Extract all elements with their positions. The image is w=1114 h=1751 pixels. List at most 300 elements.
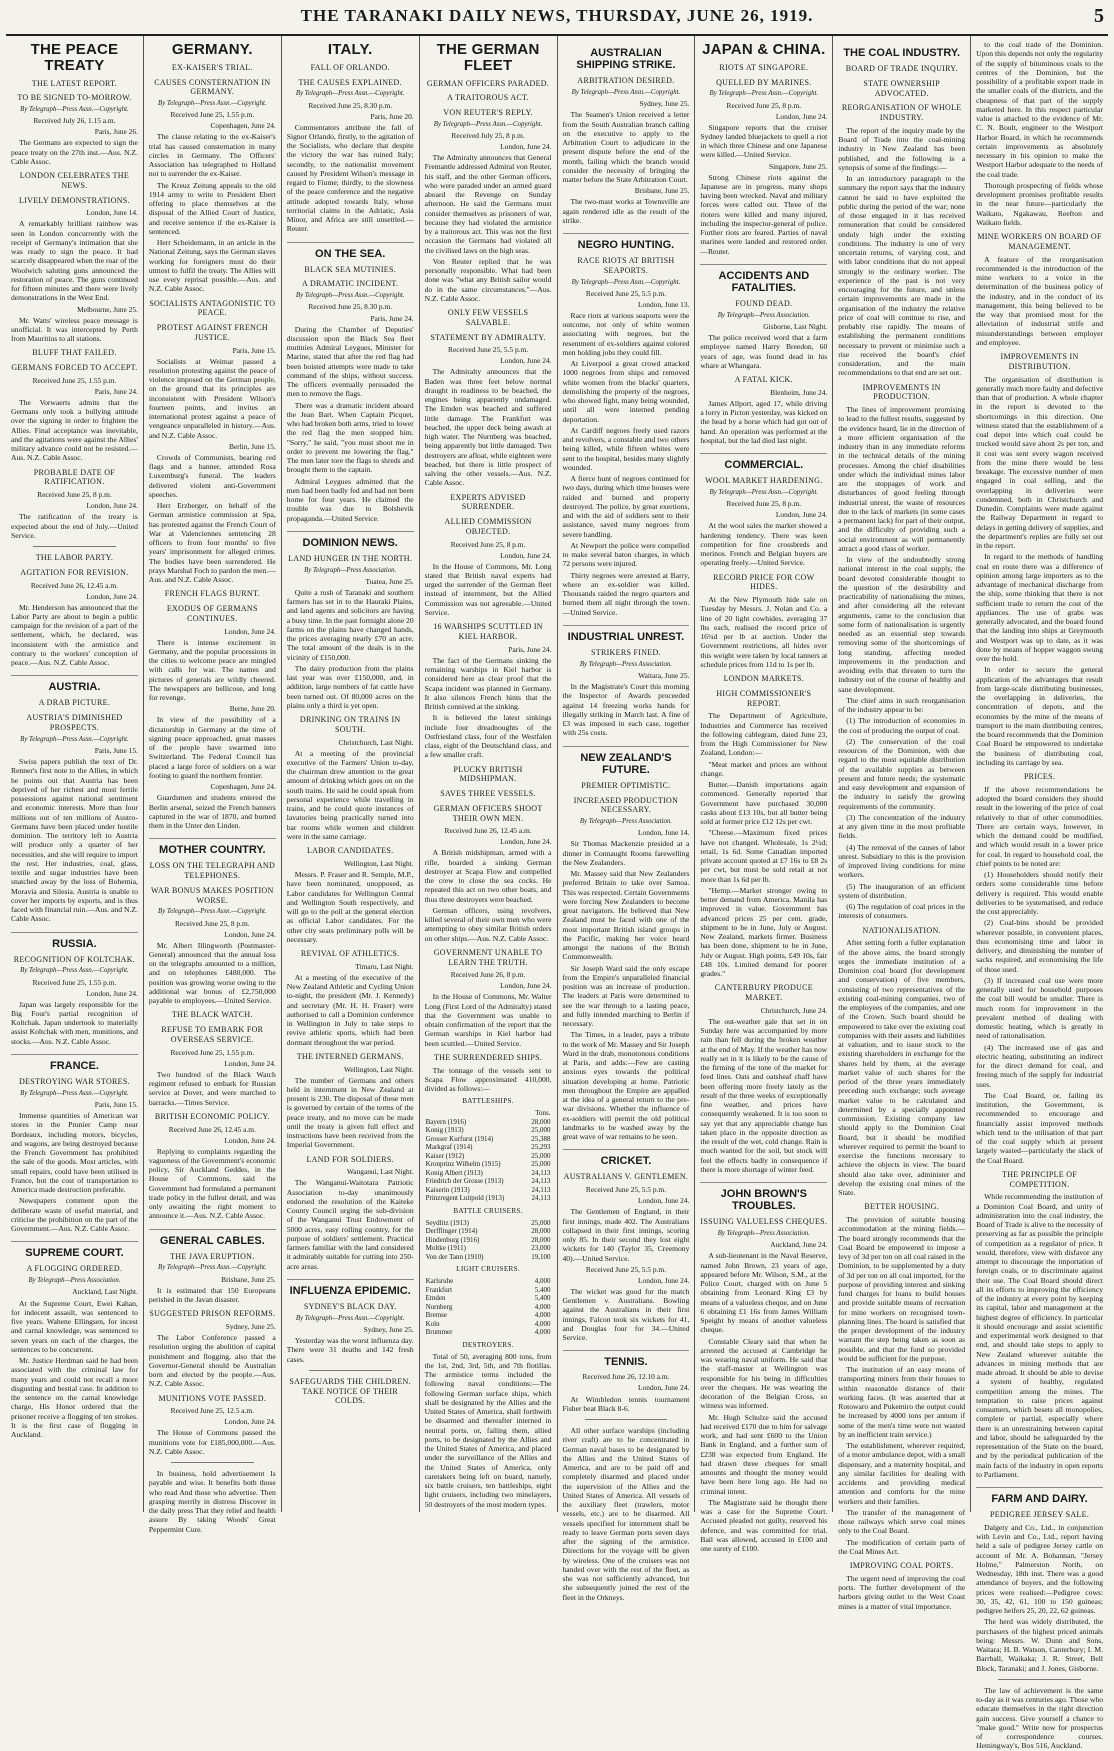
aims-list bbox=[838, 716, 965, 920]
dateline: Auckland, June 24. bbox=[770, 1240, 828, 1250]
received-line: Received June 25, 5.5 p.m. bbox=[448, 345, 529, 355]
light-cruisers-table bbox=[425, 1277, 552, 1337]
subhead: STRIKERS FINED. bbox=[591, 648, 661, 658]
article-paragraph: The wicket was good for the match Gentlemen v. Australians. Bowling against the Australians in their first innings, Falcon took six wickets for 41, and Douglas four for 34.—United Service. bbox=[562, 1286, 690, 1343]
headline-negro-hunting: NEGRO HUNTING. bbox=[563, 233, 690, 251]
subhead: SYDNEY'S BLACK DAY. bbox=[303, 1301, 397, 1311]
ship-name: Moltke (1911) bbox=[425, 1244, 466, 1253]
dateline: London, June 24. bbox=[638, 1196, 690, 1206]
dateline: Paris, June 15. bbox=[232, 345, 276, 355]
divider bbox=[171, 1462, 254, 1463]
article-paragraph: It is believed the latest sinkings include four dreadnoughts of the Ostfriesland class, four of the Westfalen class, eight of the Deutschland class, and a few smaller craft. bbox=[424, 713, 552, 760]
ship-name: Von der Tann (1910) bbox=[425, 1252, 484, 1261]
dateline: London, June 24. bbox=[500, 981, 552, 991]
subhead: INCREASED PRODUCTION NECESSARY. bbox=[573, 795, 679, 815]
credit-line: By Telegraph—Press Assn.—Copyright. bbox=[20, 1089, 129, 1097]
headline-tennis: TENNIS. bbox=[563, 1350, 690, 1368]
credit-line: By Telegraph—Press Assn.—Copyright. bbox=[158, 1264, 267, 1272]
article-paragraph: The Coal Board, or, failing its institution, the Government, is recommended to encourage and financially assist improved methods which tend to the utilisation of that part of the coal supply which at present largely wasted—particularly the slack of the Coal Board. bbox=[976, 1090, 1103, 1165]
dateline: Paris, June 15. bbox=[94, 745, 138, 755]
article-paragraph: Butter.—Danish importations again commenced. Generally reported that Government have purchased 30,000 casks about £13 10s, but all butter being sold at former price £12 12s per cwt. bbox=[700, 780, 828, 827]
dateline: Paris, June 24. bbox=[94, 386, 138, 396]
ship-tonnage: 25,000 bbox=[531, 1151, 551, 1160]
article-paragraph: In the Magistrate's Court this morning the Inspector of Awards proceeded against 14 freezing works hands for illegally striking in March last. A fine of £3 was imposed in each case, together with 25s costs. bbox=[562, 682, 690, 738]
article-paragraph: There was a dramatic incident aboard the Jean Bart. When Captain Picquet, who had broken both arms, tried to lower the red flag the men stopped him. "Sorry," he said, "you must shoot me in order to prevent me lowering the flag." The men later tore the flags to shreds and brought them to the captain. bbox=[286, 400, 414, 475]
subhead: A FLOGGING ORDERED. bbox=[26, 1264, 123, 1274]
table-section-heading: DESTROYERS. bbox=[462, 1340, 514, 1349]
headline-supreme-court: SUPREME COURT. bbox=[11, 1241, 138, 1259]
dateline: Singapore, June 25. bbox=[768, 161, 828, 171]
subhead: SAFEGUARDS THE CHILDREN. TAKE NOTICE OF THEIR COLDS. bbox=[289, 1376, 411, 1406]
article-paragraph: Two hundred of the Black Watch regiment refused to embark for Russian service at Dover, and were marched to barracks.—Times Service. bbox=[148, 1069, 276, 1107]
dateline: London, June 24. bbox=[86, 988, 138, 998]
dateline: Brisbane, June 25. bbox=[634, 186, 690, 196]
article-paragraph: There is intense excitement in Germany, and the popular processions in the cities to welcome peace are mingled with calls for war. The names and pictures of generals are wildly cheered. The newspapers are bellicose, and long for revenge. bbox=[148, 637, 276, 703]
subhead: BLUFF THAT FAILED. bbox=[32, 348, 117, 358]
article-paragraph: Immense quantities of American war stores in the Prunier Camp near Bordeaux, including motors, bicycles, and wagons, are being destroyed because the French Government has prohibited the sale of the goods. Most articles, with small repairs, could have been utilised in France, but the cost of transportation to America made destruction preferable. bbox=[11, 1111, 138, 1195]
ship-row bbox=[425, 1311, 552, 1320]
table-section-heading: BATTLE CRUISERS. bbox=[453, 1207, 523, 1215]
article-paragraph: It is estimated that 150 Europeans perished in the Javan disaster. bbox=[148, 1285, 276, 1304]
credit-line: By Telegraph—Press Assn.—Copyright. bbox=[709, 489, 819, 496]
headline-german-fleet: THE GERMAN FLEET bbox=[436, 41, 540, 74]
ship-name: Seydlitz (1913) bbox=[425, 1218, 469, 1227]
subhead: THE SURRENDERED SHIPS. bbox=[433, 1052, 543, 1062]
article-paragraph: The ratification of the treaty is expected about the end of July.—United Service. bbox=[11, 512, 138, 540]
credit-line: By Telegraph—Press Assn.—Copyright. bbox=[158, 908, 267, 916]
subhead: HIGH COMMISSIONER'S REPORT. bbox=[716, 688, 812, 708]
ship-row bbox=[425, 1177, 552, 1186]
credit-line: By Telegraph—Press Assn.—Copyright. bbox=[571, 278, 681, 286]
ship-name: Karlsruhe bbox=[425, 1277, 454, 1286]
article-paragraph: The clause relating to the ex-Kaiser's trial has caused consternation in many circles in Germany. The Officers' Association has telegraphed to Holland not to surrender the ex-Kaiser. bbox=[148, 132, 276, 179]
aim-item: (6) The regulation of coal prices in the interests of consumers. bbox=[838, 902, 966, 921]
article-paragraph: At the New Plymouth hide sale on Tuesday by Messrs. J. Nolan and Co. a line of 20 light cowhides, averaging 37 lbs each, realised the record price of 16¼d per lb at auction. Under the Government restrictions, all hides over this weight were taken by local tanners at schedule prices from 11d to 1s per lb. bbox=[700, 595, 828, 669]
credit-line: By Telegraph—Press Assn.—Copyright. bbox=[20, 967, 129, 975]
dateline: London, June 24. bbox=[224, 1135, 276, 1145]
dateline: Sydney, June 25. bbox=[225, 1321, 276, 1331]
received-line: Received June 25, 1.55 p.m. bbox=[32, 977, 117, 987]
ship-tonnage: 25,000 bbox=[531, 1126, 551, 1135]
article-paragraph: The modification of certain parts of the Coal Mines Act. bbox=[838, 1537, 966, 1556]
credit-line: By Telegraph—Press Assn.—Copyright. bbox=[295, 90, 405, 98]
ship-tonnage: 24,113 bbox=[531, 1168, 551, 1177]
article-paragraph: The tonnage of the vessels sent to Scapa Flow approximated 410,000, divided as follows:— bbox=[424, 1065, 552, 1094]
subhead: BRITISH ECONOMIC POLICY. bbox=[154, 1111, 270, 1121]
dateline: London, June 24. bbox=[224, 1417, 276, 1427]
subhead: 16 WARSHIPS SCUTTLED IN KIEL HARBOR. bbox=[433, 622, 543, 641]
ship-tonnage: 25,388 bbox=[531, 1134, 551, 1143]
subhead: A DRAB PICTURE. bbox=[38, 698, 111, 708]
subhead: CANTERBURY PRODUCE MARKET. bbox=[714, 983, 813, 1003]
divider bbox=[309, 1370, 392, 1371]
received-line: Received June 25, 1.55 p.m. bbox=[170, 1047, 255, 1057]
dateline: Berlin, June 15. bbox=[228, 441, 276, 451]
dateline: Wanganui, Last Night. bbox=[346, 1167, 414, 1177]
subhead: SOCIALISTS ANTAGONISTIC TO PEACE. bbox=[149, 298, 276, 318]
ship-row bbox=[425, 1143, 552, 1152]
headline-dominion-news: DOMINION NEWS. bbox=[287, 531, 414, 549]
subhead: MINE WORKERS ON BOARD OF MANAGEMENT. bbox=[977, 232, 1102, 251]
article-paragraph: to the coal trade of the Dominion. Upon this depends not only the regularity of the supply of bituminous coals to the centres of the Dominion, but the possibility of a profitable export trade in the smaller coals of the districts, and the cheapness of that part of the supply marketed here. In this respect particular value is attached to the evidence of Mr. C. N. Boult, engineer to the Westport Harbor Board, in which he recommends certain improvements as absolutely necessary in his opinion to make the Westport Harbor adequate to the needs of the coal trade. bbox=[976, 40, 1103, 179]
article-paragraph: The institution of an easy means of transporting miners from their houses to within reasonable distance of their working faces. (It was asserted that at Rotowaro and Pukemiro the output could be increased by 4000 tons per annum if some of the men's time were not wasted by an inefficient train service.) bbox=[838, 1365, 966, 1439]
credit-line: By Telegraph—Press Association. bbox=[579, 818, 672, 826]
article-paragraph: Strong Chinese riots against the Japanese are in progress, many shops having been wrecked. Naval and military forces were called out. Three of the rioters were killed and many injured, including the inspector-general of police. Further riots are feared. Parties of naval marines were landed and restored order.—Reuter. bbox=[700, 172, 828, 256]
column-2 bbox=[144, 36, 282, 1534]
article-paragraph: The Germans are expected to sign the peace treaty on the 27th inst.—Aus. N.Z. Cable Assoc. bbox=[11, 138, 138, 166]
received-line: Received June 25, 5.5 p.m. bbox=[585, 1264, 666, 1274]
article-paragraph: In view of the possibility of a dictatorship in Germany at the time of signing peace approached, great masses of the people have swarmed into Switzerland. The Federal Council has placed a large force of soldiers on a war footing to guard the northern frontier. bbox=[148, 715, 276, 780]
headline-industrial-unrest: INDUSTRIAL UNREST. bbox=[563, 625, 690, 643]
article-paragraph: The Admiralty announces that General Fremantle addressed Admiral von Reuter, his staff, and the other German officers, who were paraded under an armed guard aboard the Revenge on Sunday afternoon. He said the Germans must consider themselves as prisoners of war, because they had violated the armistice by a traitorous act. This was not the first occasion the Germans had violated all the civilised laws on the high seas. bbox=[424, 153, 552, 255]
headline-influenza: INFLUENZA EPIDEMIC. bbox=[287, 1279, 414, 1297]
article-paragraph: (4) The increased use of gas and electric heating, substituting an indirect for the direct demand for coal, and freeing much of the supply for industrial uses. bbox=[976, 1042, 1103, 1089]
article-paragraph: At a meeting of the executive of the New Zealand Athletic and Cycling Union to-night, the president (Mr. J. Kennedy) and secretary (Mr. H. H. Fraser) were authorised to call a Dominion conference in Wellington in July to take steps to revive athletic sports, which had been dormant throughout the war period. bbox=[286, 972, 414, 1047]
article-paragraph: The Times, in a leader, pays a tribute to the work of Mr. Massey and Sir Joseph Ward in the drab, monotonous conditions at Paris, and adds:—Few are casting anxious eyes towards the political situation developing at home. Patriotic men throughout the Empire are appalled at the idea of a general return to the pre-war divisions. Whether the influence of ex-soldiers will permit the old political landmarks to be washed away by the great wave of war remains to be seen. bbox=[562, 1030, 690, 1142]
article-paragraph: At the wool sales the market showed a hardening tendency. There was keen competition for fine crossbreds and merinos. French and Belgian buyers are operating freely.—United Service. bbox=[700, 521, 828, 568]
advertisement-paragraph: The law of achievement is the same to-day as it was centuries ago. Those who educate themselves in the right direction gain success. Give yourself a chance to "make good." Write now for prospectus of correspondence courses. Hemingway's, Box 516, Auckland. bbox=[976, 1685, 1103, 1751]
ship-tonnage: 4,000 bbox=[534, 1277, 551, 1286]
dateline: London, June 24. bbox=[638, 1275, 690, 1285]
headline-accidents: ACCIDENTS AND FATALITIES. bbox=[700, 264, 827, 294]
article-paragraph: Swiss papers publish the text of Dr. Renner's first note to the Allies, in which he points out that Austria has been deprived of her richest and most fertile possessions against national sentiment and economic interests. More than four millions out of ten millions of Austro-Germans have been placed under hostile dominion. The territory left to Austria will produce only a quarter of her necessities, and she will require to import the rest. Her industries, coal, glass, textile and sugar industries have been snatched away by the loss of Bohemia, Moravia and Silesia. Austria is unable to cover her imports by exports, and is thus faced with financial ruin.—Aus. and N.Z. Cable Assoc. bbox=[11, 757, 138, 924]
article-paragraph: Singapore reports that the cruiser Sydney landed bluejackets to quell a riot in which three Chinese and one Japanese were killed.—United Service. bbox=[700, 122, 828, 160]
ship-name: Hindenburg (1916) bbox=[425, 1235, 480, 1244]
dateline: Christchurch, June 24. bbox=[760, 1005, 828, 1015]
newspaper-title: THE TARANAKI DAILY NEWS, THURSDAY, JUNE 26, 1919. bbox=[300, 6, 814, 25]
subhead: LAND HUNGER IN THE NORTH. bbox=[288, 553, 413, 563]
ship-tonnage: 25,293 bbox=[531, 1143, 551, 1152]
article-paragraph: The herd was widely distributed, the purchasers of the highest priced animals being: Messrs. W. Dunn and Sons, Waitara; H. B. Watson, Canterbury; I. M. Barrball, Waikaka; J. R. Street, Bell Block, Taranaki; and J. Jones, Gisborne. bbox=[976, 1617, 1103, 1673]
article-paragraph: Von Reuter replied that he was personally responsible. What had been done was "what any British sailor would do in the same circumstances."—Aus. N.Z. Cable Assoc. bbox=[424, 256, 552, 303]
subhead: WAR BONUS MAKES POSITION WORSE. bbox=[151, 885, 274, 905]
headline-john-brown: JOHN BROWN'S TROUBLES. bbox=[700, 1182, 827, 1212]
article-paragraph: The urgent need of improving the coal ports. The further development of the harbors giving outlet to the West Coast mines is a matter of vital importance. bbox=[838, 1573, 966, 1611]
headline-austria: AUSTRIA. bbox=[11, 675, 138, 693]
ship-tonnage: 28,000 bbox=[531, 1235, 551, 1244]
credit-line: By Telegraph—Press Assn.—Copyright. bbox=[295, 292, 405, 300]
article-paragraph: At Cardiff negroes freely used razors and revolvers, a constable and two others being killed, while fifteen whites were sent to the hospital, besides many slightly wounded. bbox=[562, 425, 690, 472]
ship-tonnage: 28,000 bbox=[531, 1227, 551, 1236]
ship-row bbox=[425, 1277, 552, 1286]
received-line: Received June 25, 8 p.m. bbox=[450, 539, 526, 549]
ship-name: Konig Albert (1913) bbox=[425, 1168, 483, 1177]
column-3 bbox=[282, 36, 420, 1512]
article-paragraph: The Wanganui-Waitotara Patriotic Association to-day unanimously endorsed the resolution of the Kaiteke County Council urging the sub-division of the Wanganui Trust Endowment of 5000 acres, easy rolling country, for the purpose of soldiers' settlement. Practical farmers familiar with the land considered it admirably suitable for cutting into 250-acre areas. bbox=[286, 1178, 414, 1271]
dateline: Wellington, Last Night. bbox=[344, 858, 414, 868]
ship-name: Konig (1913) bbox=[425, 1126, 464, 1135]
subhead: MUNITIONS VOTE PASSED. bbox=[158, 1393, 267, 1403]
subhead: STATE OWNERSHIP ADVOCATED. bbox=[863, 78, 940, 98]
received-line: Received June 26, 12.45 a.m. bbox=[30, 580, 118, 590]
headline-coal-industry: THE COAL INDUSTRY. bbox=[843, 47, 961, 59]
article-paragraph: The Seamen's Union received a letter from the South Australian branch calling on the executive to apply to the Arbitration Court to adjudicate in the present dispute before the end of the month, failing which the branch would consider the necessity of bringing the matter before the State Arbitration Court. bbox=[562, 110, 690, 184]
table-section-heading: BATTLESHIPS. bbox=[462, 1097, 514, 1106]
credit-line: By Telegraph—Press Association. bbox=[717, 311, 810, 319]
headline-farm-dairy: FARM AND DAIRY. bbox=[976, 1487, 1103, 1505]
dateline: Wellington, Last Night. bbox=[344, 1064, 414, 1074]
subhead: PROBABLE DATE OF RATIFICATION. bbox=[33, 467, 116, 487]
subhead: THE LATEST REPORT. bbox=[31, 78, 118, 88]
article-paragraph: The number of Germans and others held in internment in New Zealand at present is 230. The disposal of these men is governed by certain of the terms of the peace treaty, and no move can be made until the treaty is given full effect and instructions have been received from the Imperial Government. bbox=[286, 1075, 414, 1150]
tons-header: Tons. bbox=[535, 1109, 551, 1118]
headline-general-cables: GENERAL CABLES. bbox=[149, 1229, 276, 1247]
article-paragraph: At the Supreme Court, Ewei Kahan, for indecent assault, was sentenced to five years. Wahene Ellingsen, for incest and carnal knowledge, was sentenced to seven years on each of the charges, the sentences to be concurrent. bbox=[11, 1298, 138, 1354]
dateline: London, June 24. bbox=[775, 111, 828, 121]
table-section-heading: LIGHT CRUISERS. bbox=[456, 1265, 520, 1274]
article-paragraph: Total of 50, averaging 800 tons, from the 1st, 2nd, 3rd, 5th, and 7th flotillas. The armistice terms included the following naval conditions:—The following German surface ships, which shall be designated by the Allies and the United States of America, shall forthwith be disarmed and thereafter interned in neutral ports, or, failing them, allied ports, to be designated by the Allies and the United States of America, and placed under the surveillance of the Allies and the United States of America, only caretakers being left on board, namely, six battle cruisers, ten battleships, eight light cruisers, including two minelayers, 50 destroyers of the most modern types. bbox=[424, 1351, 552, 1509]
article-paragraph: The establishment, wherever required, of a motor ambulance depot, with a small dispensary, and a maternity hospital, and any similar facilities for dealing with accidents and providing medical attention and comforts for the mine workers and their families. bbox=[838, 1441, 966, 1506]
article-paragraph: In view of the undoubtedly strong national interest in the coal supply, the board devoted considerable thought to the question of the desirability and practicability of nationalising the mines, and after considering all the relevant arguments, came to the conclusion that some form of nationalisation is urgently needed as an essential step towards removing some of the shortcomings of long standing, affecting needed improvements in the production and avoiding evils that threaten to turn the industry out of the course of healthy and sane development. bbox=[838, 555, 966, 694]
ship-row bbox=[425, 1236, 552, 1245]
ship-row bbox=[425, 1194, 552, 1203]
received-line: Received June 26, 12.10 a.m. bbox=[582, 1372, 670, 1382]
received-line: Received June 25, 8 p.m. bbox=[37, 490, 112, 500]
ship-name: Prinzregent Luitpold (1913) bbox=[425, 1194, 505, 1203]
subhead: RECORD PRICE FOR COW HIDES. bbox=[713, 572, 815, 592]
received-line: Received June 25, 8 p.m. bbox=[726, 100, 802, 110]
received-line: Received June 25, 8 p.m. bbox=[726, 499, 802, 509]
column-8 bbox=[971, 36, 1108, 1751]
subhead: AUSTRALIANS V. GENTLEMEN. bbox=[563, 1172, 689, 1182]
ship-tonnage: 23,000 bbox=[531, 1244, 551, 1253]
ship-name: Derfflinger (1914) bbox=[425, 1227, 478, 1236]
ship-name: Koln bbox=[425, 1319, 440, 1328]
article-paragraph: Thirty negroes were arrested at Barry, where an ex-soldier was killed. Thousands raided the negro quarters and burned them all night through the town.—United Service. bbox=[562, 570, 690, 617]
headline-japan-china: JAPAN & CHINA. bbox=[702, 41, 826, 58]
ship-name: Nurnberg bbox=[425, 1302, 453, 1311]
subhead: GERMANS FORCED TO ACCEPT. bbox=[11, 363, 138, 373]
ship-tonnage: 25,000 bbox=[531, 1160, 551, 1169]
credit-line: By Telegraph—Press Assn.—Copyright. bbox=[433, 120, 543, 128]
headline-cricket: CRICKET. bbox=[563, 1149, 690, 1167]
subhead: FOUND DEAD. bbox=[735, 299, 793, 309]
ship-name: Kaiserin (1913) bbox=[425, 1185, 470, 1194]
subhead: GERMAN OFFICERS SHOOT THEIR OWN MEN. bbox=[433, 803, 543, 823]
article-paragraph: The Magistrate said he thought there was a case for the Supreme Court. Accused pleaded not guilty, reserved his defence, and was committed for trial. Bail was allowed, accused in £100 and one surety of £100. bbox=[700, 1497, 828, 1554]
ship-name: Bremse bbox=[425, 1311, 448, 1320]
received-line: Received July 26, 1.15 a.m. bbox=[33, 116, 116, 126]
article-paragraph: The Kreuz Zeitung appeals to the old 1914 army to write to President Ebert offering to place themselves at the disposal of the Allied Court of Justice, and receive sentence if the ex-Kaiser is sentenced. bbox=[148, 180, 276, 236]
ship-name: Frankfurt bbox=[425, 1285, 453, 1294]
dateline: Gisborne, Last Night. bbox=[763, 322, 828, 332]
aim-item: (1) The introduction of economies in the cost of producing the output of coal. bbox=[838, 716, 966, 735]
article-paragraph: At Newport the police were compelled to make several baton charges, in which 72 persons were injured. bbox=[562, 540, 690, 569]
article-paragraph: The Vorwaerts admits that the Germans only took a bullying attitude over the signing in order to frighten the Allies. Final acceptance was inevitable, and the agitations were against the Allies' military advance could not be resisted.—Aus. N.Z. Cable Assoc. bbox=[11, 397, 138, 463]
received-line: Received June 25, 8.30 p.m. bbox=[308, 100, 393, 110]
article-paragraph: Crowds of Communists, bearing red flags and a banner, attended Rosa Luxemburg's funeral. The leaders delivered violent anti-Government speeches. bbox=[148, 452, 276, 499]
subhead: IMPROVEMENTS IN PRODUCTION. bbox=[862, 382, 941, 402]
subhead: LONDON CELEBRATES THE NEWS. bbox=[19, 171, 130, 190]
article-paragraph: The two-mast works at Townsville are again rendered idle as the result of the strike. bbox=[562, 197, 690, 225]
credit-line: By Telegraph—Press Association. bbox=[28, 1277, 121, 1285]
article-paragraph: Commentators attribute the fall of Signor Orlando, firstly, to the agitation of the Socialists, who declare that despite the victory the war has ruined Italy; secondly, to the nationalist movement caused by President Wilson's message in regard to Fiume; thirdly, to the slowness of the peace conference and the negative attitude adopted towards Italy, whose territorial claims in the Adriatic, Asia Minor, and Africa are still unsettled.—Reuter. bbox=[286, 122, 414, 234]
subhead: A FATAL KICK. bbox=[734, 375, 793, 385]
received-line: Received June 25, 5.5 p.m. bbox=[585, 288, 666, 298]
subhead: NATIONALISATION. bbox=[862, 925, 941, 935]
column-6 bbox=[695, 36, 833, 1554]
article-paragraph: Constable Cleary said that when he arrested the accused at Cambridge he was wearing naval uniform. He said that the staff-master at Wellington was responsible for his being in difficulties over the cheques. He was wearing the decoration of the Belgian Cross, so witness was informed. bbox=[700, 1336, 828, 1411]
page-number: 5 bbox=[1094, 5, 1104, 27]
dateline: London, June 24. bbox=[500, 142, 552, 152]
subhead: THE PRINCIPLE OF COMPETITION. bbox=[1002, 1169, 1078, 1189]
article-paragraph: The lines of improvement promising to lead to the fullest results, suggested by the evidence heard, lie in the direction of a more efficient organisation of the industry than in any immediate reforms in the technical details of the mining processes. Among the chief disabilities under which the individual mines labor are the stoppages of work and disturbances of good feeling through industrial unrest, the waste of resources due to the lack of markets (in some cases a permanent lack) for part of their output, and the difficulty of providing such a social environment as will permanently attract a good class of worker. bbox=[838, 405, 966, 553]
article-paragraph: The transfer of the management of those railways which serve coal mines only to the Coal Board. bbox=[838, 1507, 966, 1536]
subhead: PROTEST AGAINST FRENCH JUSTICE. bbox=[156, 323, 268, 342]
subhead: RIOTS AT SINGAPORE. bbox=[719, 62, 809, 72]
article-paragraph: "Meat market and prices are without change. bbox=[700, 759, 828, 778]
article-paragraph: The report of the inquiry made by the Board of Trade into the coal-mining industry in New Zealand has been published, and the following is a synopsis of some of the findings:— bbox=[838, 125, 966, 172]
ship-name: Friedrich der Grosse (1913) bbox=[425, 1177, 504, 1186]
article-paragraph: Herr Erzberger, on behalf of the German armistice commission at Spa, has protested against the French Court of War at Valenciennes sentencing 28 officers to from four months' to five years' imprisonment for alleged crimes. The bodies have been surrendered. He prays Marshal Foch to pardon the men.—Aus. and N.Z. Cable Assoc. bbox=[148, 501, 276, 585]
ship-tonnage: 24,113 bbox=[531, 1185, 551, 1194]
article-paragraph: The House of Commons passed the munitions vote for £185,000,000.—Aus. N.Z. Cable Assoc. bbox=[148, 1428, 276, 1456]
ship-name: Kronprinz Wilhelm (1915) bbox=[425, 1160, 501, 1169]
article-paragraph: Socialists at Weimar passed a resolution protesting against the peace of violence imposed on the German people, on the ground that its principles are inconsistent with President Wilson's fourteen points, and invites an international protest against a peace of vengeance unparalleled in history.—Aus. and N.Z. Cable Assoc. bbox=[148, 356, 276, 440]
ship-row bbox=[425, 1160, 552, 1169]
article-paragraph: If the above recommendations be adopted the board considers they should result in the lowering of the price of coal relatively to that of other commodities. There are certain ways, however, in which the demand could be modified, and which would result in a lower price for coal. In regard to household coal, the chief points to be noted are: bbox=[976, 784, 1103, 868]
subhead: PRICES. bbox=[1023, 772, 1056, 781]
article-paragraph: Race riots at various seaports were the outcome, not only of white women associating with negroes, but the resentment of ex-soldiers against colored men holding jobs they could fill. bbox=[562, 310, 690, 357]
dateline: London, June 24. bbox=[224, 929, 276, 939]
dateline: Copenhagen, June 24. bbox=[210, 121, 276, 131]
dateline: London, June 14. bbox=[638, 828, 690, 838]
received-line: Received June 26, 12.45 a.m. bbox=[444, 826, 532, 836]
subhead: ARBITRATION DESIRED. bbox=[577, 76, 675, 86]
article-paragraph: The Gentlemen of England, in their first innings, made 402. The Australians collapsed in their first innings, scoring only 85. In their second they lost eight wickets for 140 (Taylor 35, Creemony 40).—United Service. bbox=[562, 1207, 690, 1263]
article-paragraph: A fierce hunt of negroes continued for two days, during which time houses were raided and burned and property destroyed. The police, by great exertions, and with the aid of soldiers sent to their assistance, saved many negroes from severe handling. bbox=[562, 474, 690, 539]
subhead: IMPROVEMENTS IN DISTRIBUTION. bbox=[1000, 352, 1079, 371]
subhead: FALL OF ORLANDO. bbox=[310, 62, 390, 72]
headline-shipping-strike: AUSTRALIAN SHIPPING STRIKE. bbox=[576, 47, 676, 72]
subhead: ISSUING VALUELESS CHEQUES. bbox=[700, 1217, 828, 1227]
dateline: London, June 24. bbox=[638, 1383, 690, 1393]
article-paragraph: In the House of Commons, Mr. Long stated that British naval experts had urged the surrender of the German fleet instead of internment, but the Allied Commission was not agreeable.—United Service. bbox=[424, 561, 552, 617]
subhead: VON REUTER'S REPLY. bbox=[443, 108, 533, 117]
article-paragraph: In the House of Commons, Mr. Walter Long (First Lord of the Admiralty) stated that the Government was unable to obtain confirmation of the report that the German warships in Kiel harbor had been scuttled.—United Service. bbox=[424, 992, 552, 1048]
subhead: TO BE SIGNED TO-MORROW. bbox=[17, 93, 132, 103]
ship-name: Emden bbox=[425, 1294, 446, 1303]
article-paragraph: Newspapers comment upon the deliberate waste of useful material, and criticise the prohibition on the part of the Government.—Aus. N.Z. Cable Assoc. bbox=[11, 1196, 138, 1234]
dateline: London, June 24. bbox=[500, 837, 552, 847]
received-line: Received June 25, 8 p.m. bbox=[175, 918, 250, 928]
ship-name: Grosser Kurfurst (1914) bbox=[425, 1134, 494, 1143]
subhead: LONDON MARKETS. bbox=[723, 674, 805, 684]
subhead: PEDIGREE JERSEY SALE. bbox=[990, 1510, 1090, 1520]
ship-row bbox=[425, 1186, 552, 1195]
received-line: Received July 25, 8 p.m. bbox=[451, 131, 525, 141]
subhead: BETTER HOUSING. bbox=[864, 1202, 940, 1212]
dateline: Auckland, Last Night. bbox=[72, 1287, 138, 1297]
credit-line: By Telegraph—Press Assn.—Copyright. bbox=[709, 90, 819, 98]
dateline: Paris, June 24. bbox=[508, 644, 552, 654]
dateline: London, June 24. bbox=[775, 510, 828, 520]
credit-line: By Telegraph—Press Assn.—Copyright. bbox=[20, 106, 129, 113]
article-paragraph: Mr. Hugh Schulze said the accused had received £170 due to him for salvage work, and had sent £600 to the Union Bank in England, and a further sum of £238 was expected from England. He had drawn three cheques for small amounts and thought the money would have been here long ago. He had no criminal intent. bbox=[700, 1412, 828, 1496]
dateline: Waitara, June 25. bbox=[638, 671, 690, 681]
article-paragraph: The Admiralty announces that the Baden was three feet below normal draught in readiness to be beached, the engines being apparently undamaged. The Emden was beached and suffered little damage. The Frankfurt was beached, the upper deck being awash at high water. The Nurnberg was beached, being apparently but little damaged. Two destroyers are afloat, while eighteen were beached, but there is little prospect of salving the other vessels.—Aus. N.Z. Cable Assoc. bbox=[424, 367, 552, 488]
column-7 bbox=[833, 36, 971, 1611]
received-line: Received June 25, 1.55 p.m. bbox=[32, 375, 117, 385]
article-paragraph: At Liverpool a great crowd attacked 1000 negroes from ships and removed white women from the blacks' quarters, demolishing the property of the negroes, who showed fight, many being wounded, until all were interned pending deportation. bbox=[562, 359, 690, 424]
dateline: Brisbane, June 25. bbox=[221, 1274, 276, 1284]
article-paragraph: Guardsmen and students entered the Berlin arsenal, seized the French banners captured in the war of 1870, and burned them in the Unter den Linden. bbox=[148, 793, 276, 830]
dateline: Berne, June 20. bbox=[229, 704, 276, 714]
subhead: AGITATION FOR REVISION. bbox=[20, 567, 129, 577]
subhead: DRINKING ON TRAINS IN SOUTH. bbox=[299, 715, 401, 734]
subhead: SUGGESTED PRISON REFORMS. bbox=[149, 1309, 276, 1319]
divider bbox=[585, 1419, 668, 1420]
article-paragraph: In regard to the methods of handling coal en route there was a difference of opinion among large importers as to the advantage of mechanical discharge from the ship, some thinking that there is not sufficient trade to return the cost of the appliances. The use of grabs was generally advocated, and the board found that the landing into ships at Greymouth and Westport was up to date, as it was done by means of hopper waggon swung over the hold. bbox=[976, 552, 1103, 663]
ship-row bbox=[425, 1253, 552, 1262]
article-paragraph: (3) If increased coal use were more generally used for household purposes the coal bill would be smaller. There is much room for improvement in the prevalent method of dealing with domestic heating, which is greatly in need of rationalisation. bbox=[976, 975, 1103, 1041]
credit-line: By Telegraph—Press Association. bbox=[304, 566, 397, 574]
subhead: BLACK SEA MUTINIES. bbox=[304, 264, 397, 274]
dateline: Christchurch, Last Night. bbox=[338, 737, 414, 747]
article-paragraph: German officers, using revolvers, killed several of their own men who were attempting to obey similar British orders on other ships.—Aus. N.Z. Cable Assoc. bbox=[424, 905, 552, 943]
article-paragraph: A feature of the reorganisation recommended is the introduction of the mine workers to a voice in the determination of the business policy of the industry, and in the conduct of its management, this being believed to be the way that promised most for the alleviation of industrial strife and misunderstandings between employer and employee. bbox=[976, 254, 1103, 347]
subhead: LABOR CANDIDATES. bbox=[306, 846, 394, 856]
ship-name: Markgraf (1914) bbox=[425, 1143, 473, 1152]
dateline: Blenheim, June 24. bbox=[770, 387, 828, 397]
article-paragraph: In an introductory paragraph to the summary the report says that the industry cannot be said to have exploited the public during the period of the war; none of those engaged in it has received remuneration that could be considered unduly high under the existing conditions. The industry is one of very uncertain returns, of varying cost, and with labor conditions that do not appeal strongly to the ordinary worker. The experience of the past is not very encouraging for the future, and unless certain improvements are made in the organisation of the industry the relative price of coal will continue to rise, and probably rise rapidly. The means of establishing the permanent conditions necessary to prevent or minimise such a rise received the board's chief consideration, and the main recommendations to that end are set out. bbox=[838, 174, 966, 378]
article-paragraph: The organisation of distribution is generally much more faulty and defective than that of production. A whole chapter in the report is devoted to the shortcomings in this direction. One witness stated that the establishment of a coal depot into which coal could be trucked would save about 2s per ton, and it cost was sent every wagon received from the mine there would be less breakage. The excessive number of men engaged in coal selling, and the overlapping in deliveries were condemned, both in Christchurch and Dunedin. Complaints were made against the Railway Department in regard to delays in getting delivery of supplies, and the department's replies are fully set out in the report. bbox=[976, 374, 1103, 550]
article-paragraph: Quite a rush of Taranaki and southern farmers has set in to the Hauraki Plains, and land agents and solicitors are having a busy time. In the past fortnight alone 20 farms on the plains have changed hands, the prices averaging nearly £70 an acre. The total amount of the deals is in the vicinity of £150,000. bbox=[286, 587, 414, 662]
article-paragraph: Thorough prospecting of fields whose development promises profitable results in the near future—particularly the Waikato, Ngakawau, Reefton and Waikato fields. bbox=[976, 180, 1103, 227]
subhead: A DRAMATIC INCIDENT. bbox=[302, 279, 399, 289]
article-paragraph: The chief aims in such reorganisation of the industry appear to be: bbox=[838, 695, 966, 715]
subhead: ONLY FEW VESSELS SALVABLE. bbox=[447, 308, 529, 327]
subhead: EXPERTS ADVISED SURRENDER. bbox=[450, 492, 526, 512]
dateline: Copenhagen, June 24. bbox=[210, 782, 276, 792]
article-paragraph: Sir Joseph Ward said the only escape from the Empire's unparalleled financial position was an increase of production. The leaders at Paris were determined to see the war through to a lasting peace, and fully intended marching to Berlin if necessary. bbox=[562, 963, 690, 1029]
subhead: RACE RIOTS AT BRITISH SEAPORTS. bbox=[577, 256, 675, 275]
article-paragraph: The Labor Conference passed a resolution urging the abolition of capital punishment and flogging, also that the Governor-General should be Australian born and elected by the people.—Aus. N.Z. Cable Assoc. bbox=[148, 1333, 276, 1389]
subhead: EXODUS OF GERMANS CONTINUES. bbox=[166, 604, 258, 623]
dateline: Melbourne, June 25. bbox=[77, 304, 138, 314]
ship-tonnage: 24,113 bbox=[531, 1194, 551, 1203]
ship-row bbox=[425, 1126, 552, 1135]
headline-italy: ITALY. bbox=[327, 41, 373, 58]
dateline: Paris, June 24. bbox=[370, 313, 414, 323]
article-paragraph: Mr. Albert Illingworth (Postmaster-General) announced that the annual loss on the telegraphs amounted to a million, and on telephones £480,000. The position was growing worse owing to the additional war bonus of £2,750,000 payable to employees.—United Service. bbox=[148, 940, 276, 1006]
subhead: SAVES THREE VESSELS. bbox=[440, 789, 536, 798]
ship-row bbox=[425, 1152, 552, 1161]
dateline: Tuatea, June 25. bbox=[365, 576, 414, 586]
credit-line: By Telegraph—Press Association. bbox=[579, 660, 672, 668]
article-paragraph: After setting forth a fuller explanation of the above aims, the board strongly urges the immediate institution of a Dominion coal board (for development and conservation) of five members, consisting of two representatives of the existing coal-mining companies, two of the employees of the companies, and one of the Crown. Such board should be empowered to take over the existing coal companies with their assets and liabilities at valuation, and to issue stock to the existing shareholders in exchange for the shares held by them, at the average market value of such shares for the period of the three years immediately preceding such exchange; such average market value to be calculated and determined by a specially appointed commission. Existing company law should apply to the Dominion Coal Board, but it should be modified wherever required to permit the board to exercise the functions necessary to achieve the objects in view. The board should also take over, administer and develop the existing coal mines of the State. bbox=[838, 938, 966, 1198]
ship-row bbox=[425, 1227, 552, 1236]
dateline: London, June 24. bbox=[224, 626, 276, 636]
article-paragraph: A sub-lieutenant in the Naval Reserve, named John Brown, 23 years of age, appeared before Mr. Wilson, S.M., at the Police Court, charged with on June 5 obtaining from Leonard King £3 by means of a valueless cheque, and on June 6 obtaining £1 16s from James William Speight by means of another valueless cheque. bbox=[700, 1251, 828, 1335]
credit-line: By Telegraph—Press Assn.—Copyright. bbox=[571, 88, 681, 96]
dateline: Timaru, Last Night. bbox=[355, 961, 414, 971]
subhead: QUELLED BY MARINES. bbox=[716, 77, 812, 87]
article-paragraph: During the Chamber of Deputies' discussion upon the Black Sea fleet mutinies Admiral Leygues, Minister for Marine, stated that after the red flag had been hoisted attempts were made to take command of the ships, without success. The officers eventually persuaded the men to remove the flags. bbox=[286, 324, 414, 399]
received-line: Received June 25, 8.30 p.m. bbox=[308, 302, 393, 312]
ship-row bbox=[425, 1169, 552, 1178]
article-paragraph: A British midshipman, armed with a rifle, boarded a sinking German destroyer at Scapa Flow and compelled the crew to close the sea cocks. He repeated this act on two other boats, and thus three destroyers were beached. bbox=[424, 848, 552, 904]
headline-mother-country: MOTHER COUNTRY. bbox=[149, 838, 276, 856]
subhead: REVIVAL OF ATHLETICS. bbox=[300, 949, 400, 958]
aim-item: (3) The concentration of the industry at any given time in the most profitable fields. bbox=[838, 812, 966, 841]
article-paragraph: (1) Householders should notify their orders some considerable time before delivery is required. This would enable deliveries to be systematised, and reduce the cost appreciably. bbox=[976, 870, 1103, 916]
subhead: THE LABOR PARTY. bbox=[35, 553, 114, 563]
received-line: Received June 25, 1.55 p.m. bbox=[170, 110, 255, 120]
received-line: Received June 25, 12.5 a.m. bbox=[170, 1406, 254, 1416]
aim-item: (2) The conservation of the coal resources of the Dominion, with due regard to the most equitable distribution of the available supplies as between present and future needs; the systematic and easy development and expansion of the industry to satisfy the growing requirements of the community. bbox=[838, 736, 966, 811]
received-line: Received June 26, 12.45 a.m. bbox=[168, 1124, 256, 1134]
